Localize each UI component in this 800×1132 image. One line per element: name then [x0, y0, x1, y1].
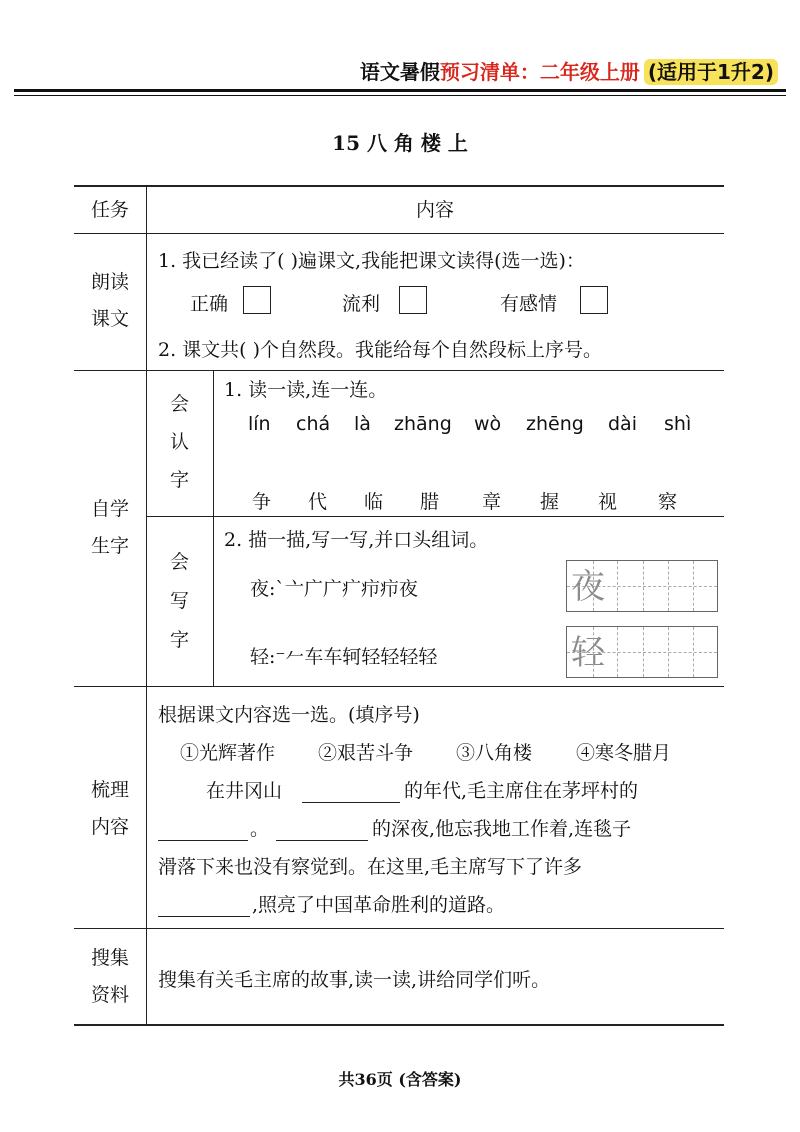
checkbox-fluent[interactable]	[399, 286, 427, 314]
stroke-order-qing: 轻:⁻𠂉车车轲轻轻轻轻	[250, 646, 438, 668]
comprehension-instruction: 根据课文内容选一选。(填序号)	[158, 704, 420, 726]
hanzi-item[interactable]: 争	[252, 491, 272, 513]
passage-text: 滑落下来也没有察觉到。在这里,毛主席写下了许多	[158, 856, 583, 878]
collect-label-line2: 资料	[90, 984, 129, 1006]
col-header-content: 内容	[415, 199, 454, 221]
recognize-label-1: 会	[169, 393, 189, 415]
table-subrow-divider	[146, 516, 724, 517]
writing-grid-ye[interactable]	[566, 560, 718, 612]
header-title	[360, 56, 778, 85]
pinyin-item[interactable]: zhēng	[526, 413, 584, 435]
write-label-3: 字	[169, 629, 189, 651]
option-label-expressive: 有感情	[500, 293, 558, 315]
option-label-correct: 正确	[190, 293, 229, 315]
hanzi-item[interactable]: 视	[598, 491, 618, 513]
choice-item: ①光辉著作	[180, 742, 276, 764]
table-row-divider	[74, 686, 724, 687]
pinyin-item[interactable]: zhāng	[394, 413, 452, 435]
choice-item: ④寒冬腊月	[576, 742, 672, 764]
write-label-1: 会	[169, 551, 189, 573]
passage-text: 在井冈山	[206, 780, 283, 802]
reading-question-1: 1. 我已经读了( )遍课文,我能把课文读得(选一选)：	[158, 250, 585, 272]
table-bottom-border	[74, 1024, 724, 1026]
self-study-label-line1: 自学	[90, 498, 129, 520]
self-study-label-line2: 生字	[90, 535, 129, 557]
checkbox-correct[interactable]	[243, 286, 271, 314]
pinyin-item[interactable]: lín	[248, 413, 271, 435]
reading-label-line2: 课文	[90, 308, 129, 330]
table-subcolumn-divider	[213, 371, 214, 686]
hanzi-item[interactable]: 握	[540, 491, 560, 513]
passage-text: ,照亮了中国革命胜利的道路。	[252, 894, 506, 916]
recognize-label-2: 认	[169, 431, 189, 453]
blank-input[interactable]	[302, 782, 400, 803]
table-top-border	[74, 185, 724, 187]
reading-label-line1: 朗读	[90, 271, 129, 293]
hanzi-item[interactable]: 察	[658, 491, 678, 513]
blank-input[interactable]	[158, 820, 248, 841]
page-footer: 共36页 (含答案)	[338, 1070, 462, 1089]
stroke-order-ye: 夜:`亠广广疒疖疖夜	[250, 578, 418, 600]
blank-input[interactable]	[158, 896, 250, 917]
writing-grid-qing[interactable]	[566, 626, 718, 678]
recognize-label-3: 字	[169, 469, 189, 491]
table-row-divider	[74, 370, 724, 371]
choice-item: ③八角楼	[456, 742, 533, 764]
table-row-divider	[74, 928, 724, 929]
pinyin-item[interactable]: wò	[474, 413, 502, 435]
pinyin-item[interactable]: shì	[664, 413, 692, 435]
passage-text: 的年代,毛主席住在茅坪村的	[404, 780, 639, 802]
lesson-title: 15 八 角 楼 上	[332, 131, 468, 155]
hanzi-item[interactable]: 章	[482, 491, 502, 513]
header-part1: 语文暑假	[359, 60, 440, 84]
hanzi-item[interactable]: 代	[308, 491, 328, 513]
col-header-task: 任务	[90, 199, 129, 221]
table-row-divider	[74, 233, 724, 234]
comprehension-label-line2: 内容	[90, 816, 129, 838]
comprehension-label-line1: 梳理	[90, 779, 129, 801]
passage-text: 。	[250, 818, 270, 840]
option-label-fluent: 流利	[342, 293, 381, 315]
model-char-ye: 夜	[571, 567, 605, 607]
hanzi-item[interactable]: 临	[364, 491, 384, 513]
checkbox-expressive[interactable]	[580, 286, 608, 314]
header-rule-thick	[14, 89, 786, 92]
collect-text: 搜集有关毛主席的故事,读一读,讲给同学们听。	[158, 969, 551, 991]
grade-badge: (适用于1升2)	[644, 59, 778, 85]
model-char-qing: 轻	[571, 633, 605, 673]
recognize-instruction: 1. 读一读,连一连。	[224, 379, 388, 401]
pinyin-item[interactable]: là	[354, 413, 371, 435]
blank-input[interactable]	[276, 820, 368, 841]
collect-label-line1: 搜集	[90, 947, 129, 969]
write-instruction: 2. 描一描,写一写,并口头组词。	[224, 529, 489, 551]
reading-question-2: 2. 课文共( )个自然段。我能给每个自然段标上序号。	[158, 339, 603, 361]
choice-item: ②艰苦斗争	[318, 742, 414, 764]
pinyin-item[interactable]: chá	[296, 413, 331, 435]
hanzi-item[interactable]: 腊	[420, 491, 440, 513]
pinyin-item[interactable]: dài	[608, 413, 637, 435]
header-rule-thin	[14, 95, 786, 96]
write-label-2: 写	[169, 590, 189, 612]
passage-text: 的深夜,他忘我地工作着,连毯子	[372, 818, 632, 840]
header-part2: 预习清单：二年级上册	[439, 60, 640, 84]
